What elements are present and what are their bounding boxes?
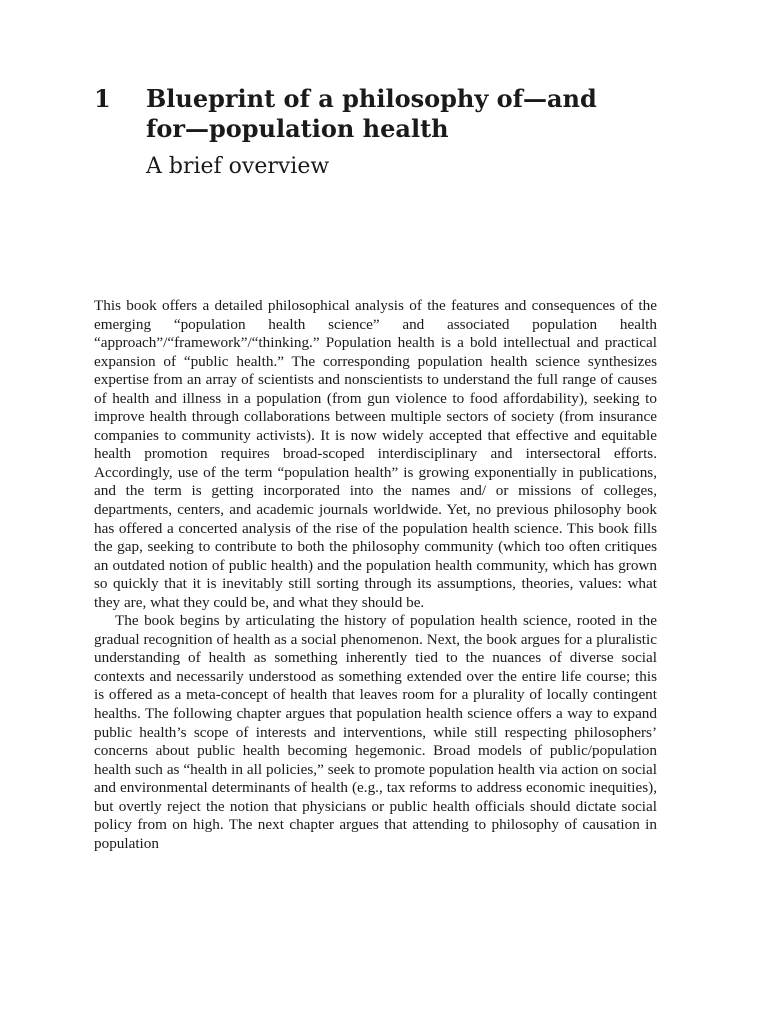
chapter-title — [146, 84, 666, 144]
chapter-title-line-2: for—population health — [146, 114, 449, 143]
chapter-number: 1 — [94, 84, 111, 113]
chapter-subtitle: A brief overview — [146, 154, 330, 179]
paragraph-1: This book offers a detailed philosophical analysis of the features and consequences of the emerging “population health science” and associated population health “approach”/“framework”/“thinking.” Population health is a bold intellectual and practical expansion of “public health.” The corresponding population health science synthesizes expertise from an array of scientists and nonscientists to understand the full range of causes of health and illness in a population (from gun violence to food affordability), seeking to improve health through collaborations between multiple sectors of society (from insurance companies to community activists). It is now widely accepted that effective and equitable health promotion requires broad-scoped interdisciplinary and intersectoral efforts. Accordingly, use of the term “population health” is growing exponentially in publications, and the term is getting incorporated into the names and/ or missions of colleges, departments, centers, and academic journals worldwide. Yet, no previous philosophy book has offered a concerted analysis of the rise of the population health science. This book fills the gap, seeking to contribute to both the philosophy community (which too often critiques an outdated notion of public health) and the population health community, which has grown so quickly that it is inevitably still sorting through its assumptions, theories, values: what they are, what they could be, and what they should be. — [94, 297, 657, 611]
chapter-title-line-1: Blueprint of a philosophy of—and — [146, 84, 597, 113]
body-text — [94, 297, 657, 853]
paragraph-2: The book begins by articulating the history of population health science, rooted in the gradual recognition of health as a social phenomenon. Next, the book argues for a pluralistic understanding of health as something inherently tied to the nuances of diverse social contexts and necessarily understood as something extended over the entire life course; this is offered as a meta-concept of health that leaves room for a plurality of locally contingent healths. The following chapter argues that population health science offers a way to expand public health’s scope of interests and interventions, while still respecting philosophers’ concerns about public health becoming hegemonic. Broad models of public/population health such as “health in all policies,” seek to promote population health via action on social and environmental determinants of health (e.g., tax reforms to address economic inequities), but overtly reject the notion that physicians or public health officials should dictate social policy from on high. The next chapter argues that attending to philosophy of causation in population — [94, 612, 657, 852]
